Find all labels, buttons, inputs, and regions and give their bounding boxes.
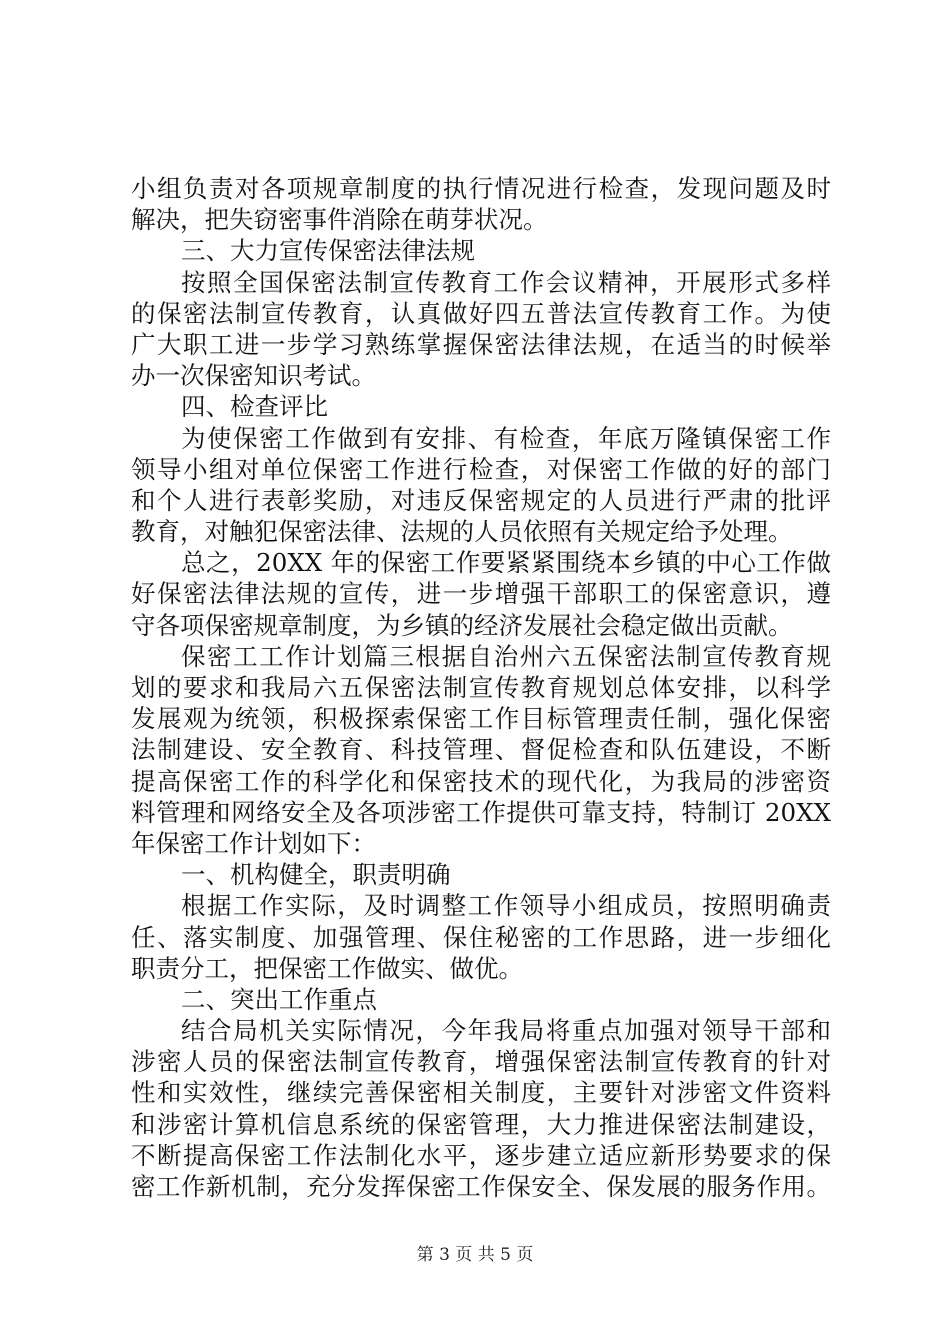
text-line: 和涉密计算机信息系统的保密管理，大力推进保密法制建设，: [131, 1109, 831, 1139]
text-line: 总之，20XX 年的保密工作要紧紧围绕本乡镇的中心工作做: [181, 548, 831, 578]
text-line: 的保密法制宣传教育，认真做好四五普法宣传教育工作。为使: [131, 298, 831, 328]
text-line: 办一次保密知识考试。: [131, 361, 376, 391]
text-line: 任、落实制度、加强管理、保住秘密的工作思路，进一步细化: [131, 922, 831, 952]
text-line: 四、检查评比: [181, 392, 328, 422]
text-line: 二、突出工作重点: [181, 984, 377, 1014]
text-line: 广大职工进一步学习熟练掌握保密法律法规，在适当的时候举: [131, 329, 831, 359]
text-line: 三、大力宣传保密法律法规: [181, 236, 475, 266]
text-line: 领导小组对单位保密工作进行检查，对保密工作做的好的部门: [131, 454, 831, 484]
text-line: 划的要求和我局六五保密法制宣传教育规划总体安排，以科学: [131, 673, 831, 702]
text-line: 一、机构健全，职责明确: [181, 860, 451, 890]
document-body: [131, 173, 831, 1202]
text-line: 料管理和网络安全及各项涉密工作提供可靠支持，特制订 20XX: [131, 797, 831, 827]
text-line: 解决，把失窃密事件消除在萌芽状况。: [131, 205, 548, 235]
text-line: 不断提高保密工作法制化水平，逐步建立适应新形势要求的保: [131, 1140, 831, 1170]
text-line: 守各项保密规章制度，为乡镇的经济发展社会稳定做出贡献。: [131, 610, 793, 640]
text-line: 和个人进行表彰奖励，对违反保密规定的人员进行严肃的批评: [131, 485, 831, 515]
text-line: 发展观为统领，积极探索保密工作目标管理责任制，强化保密: [131, 704, 831, 734]
text-line: 性和实效性，继续完善保密相关制度，主要针对涉密文件资料: [131, 1078, 831, 1108]
text-line: 结合局机关实际情况，今年我局将重点加强对领导干部和: [181, 1016, 831, 1046]
text-line: 按照全国保密法制宣传教育工作会议精神，开展形式多样: [181, 267, 831, 297]
text-line: 保密工工作计划篇三根据自治州六五保密法制宣传教育规: [181, 641, 831, 671]
text-line: 好保密法律法规的宣传，进一步增强干部职工的保密意识，遵: [131, 579, 831, 609]
text-line: 年保密工作计划如下：: [131, 828, 376, 858]
text-line: 涉密人员的保密法制宣传教育，增强保密法制宣传教育的针对: [131, 1047, 831, 1077]
text-line: 职责分工，把保密工作做实、做优。: [131, 953, 523, 983]
text-line: 密工作新机制，充分发挥保密工作保安全、保发展的服务作用。: [131, 1172, 831, 1201]
text-line: 法制建设、安全教育、科技管理、督促检查和队伍建设，不断: [131, 735, 831, 765]
text-line: 为使保密工作做到有安排、有检查，年底万隆镇保密工作: [181, 423, 831, 453]
text-line: 教育，对触犯保密法律、法规的人员依照有关规定给予处理。: [131, 517, 793, 547]
text-line: 根据工作实际，及时调整工作领导小组成员，按照明确责: [181, 891, 831, 921]
text-line: 小组负责对各项规章制度的执行情况进行检查，发现问题及时: [131, 174, 831, 203]
text-line: 提高保密工作的科学化和保密技术的现代化，为我局的涉密资: [131, 766, 831, 796]
page-footer: 第 3 页 共 5 页: [416, 1245, 534, 1265]
